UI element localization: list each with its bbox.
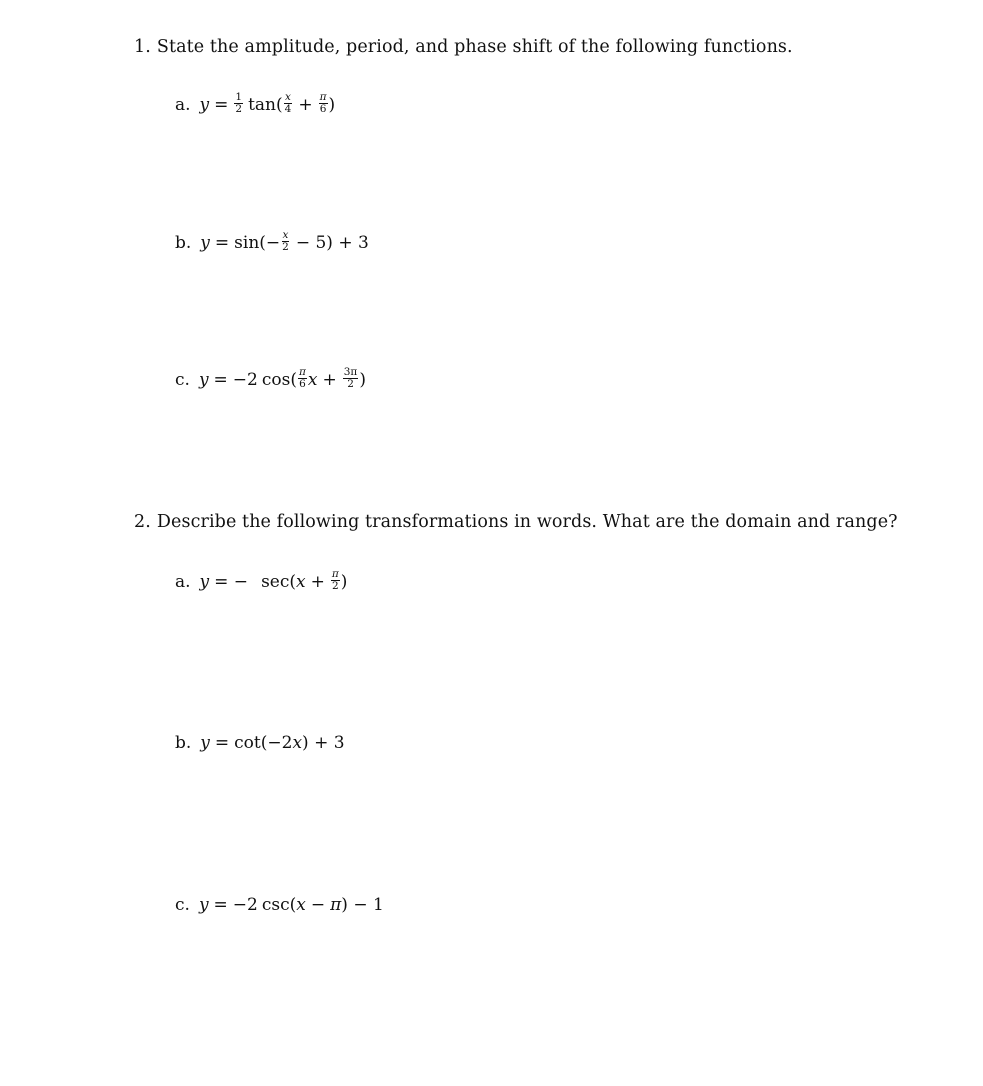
math-plus: + [322, 369, 337, 390]
math-var-y: y [198, 895, 209, 915]
math-plus: + [310, 571, 325, 592]
fraction-numerator: x [285, 91, 291, 103]
item-letter: a. [175, 571, 191, 592]
math-rest: ) + 3 [302, 733, 345, 753]
problem-text: Describe the following transformations in words. What are the domain and range? [156, 512, 898, 532]
problem-1-item-a [175, 93, 335, 116]
fraction-numerator: 3π [343, 366, 358, 378]
fraction-numerator: x [282, 229, 289, 241]
math-var-x: x [307, 369, 318, 390]
fraction-denominator: 2 [331, 580, 339, 593]
math-var-y: y [199, 571, 210, 592]
math-plus: + [298, 94, 313, 115]
fraction [234, 92, 243, 115]
equation [199, 368, 366, 391]
problem-2-item-c [175, 895, 384, 915]
math-var-y: y [199, 94, 210, 115]
fraction [343, 367, 359, 390]
fraction-numerator: π [319, 91, 327, 103]
item-letter: c. [175, 369, 190, 390]
math-equals: = − [214, 571, 249, 592]
fraction [284, 92, 293, 115]
math-equals: = [213, 895, 228, 915]
problem-1-prompt [134, 37, 793, 57]
problem-number: 1. [134, 37, 151, 57]
problem-1-item-c [175, 368, 366, 391]
fraction-denominator: 2 [235, 103, 243, 116]
fraction-denominator: 6 [299, 378, 306, 391]
math-function: cot(−2 [234, 733, 293, 753]
math-pi: π [330, 895, 342, 915]
math-var-x: x [296, 895, 306, 915]
problem-2-item-b [175, 733, 345, 753]
item-letter: c. [175, 895, 190, 915]
equation [199, 895, 384, 915]
math-coefficient: −2 [232, 369, 258, 390]
problem-2-item-a [175, 570, 347, 593]
fraction-denominator: 4 [284, 103, 292, 116]
problem-1-item-b [175, 231, 369, 254]
math-close-paren: ) [340, 571, 348, 592]
math-close-paren: ) [359, 369, 366, 390]
item-letter: a. [175, 94, 191, 115]
fraction [331, 569, 340, 592]
math-rest: − 5) + 3 [295, 232, 369, 253]
fraction-denominator: 6 [319, 103, 327, 116]
math-var-y: y [200, 733, 210, 753]
problem-number: 2. [134, 512, 151, 532]
math-function: cos( [261, 369, 297, 390]
problem-2-prompt [134, 512, 898, 532]
equation [200, 570, 348, 593]
math-var-y: y [198, 369, 209, 390]
math-var-y: y [200, 232, 210, 253]
math-equals: = [214, 232, 230, 253]
fraction [319, 92, 328, 115]
equation [200, 93, 336, 116]
math-function: sin(− [234, 232, 281, 253]
math-var-x: x [296, 571, 306, 592]
fraction [298, 367, 307, 390]
equation [200, 733, 344, 753]
math-equals: = [214, 733, 230, 753]
item-letter: b. [175, 733, 192, 753]
problem-text: State the amplitude, period, and phase shift of the following functions. [156, 37, 793, 57]
fraction-numerator: π [298, 366, 306, 378]
fraction-denominator: 2 [347, 378, 354, 391]
fraction-numerator: π [331, 568, 339, 580]
math-function: csc( [261, 895, 297, 915]
math-function: sec( [261, 571, 297, 592]
math-equals: = [214, 94, 229, 115]
math-minus: − [310, 895, 326, 915]
fraction-denominator: 2 [282, 241, 289, 254]
item-letter: b. [175, 232, 192, 253]
math-rest: ) − 1 [341, 895, 384, 915]
fraction [281, 230, 290, 253]
math-coefficient: −2 [232, 895, 258, 915]
math-close-paren: ) [328, 94, 336, 115]
fraction-numerator: 1 [235, 91, 243, 103]
math-var-x: x [292, 733, 303, 753]
math-function: tan( [248, 94, 283, 115]
math-equals: = [213, 369, 228, 390]
equation [200, 231, 369, 254]
